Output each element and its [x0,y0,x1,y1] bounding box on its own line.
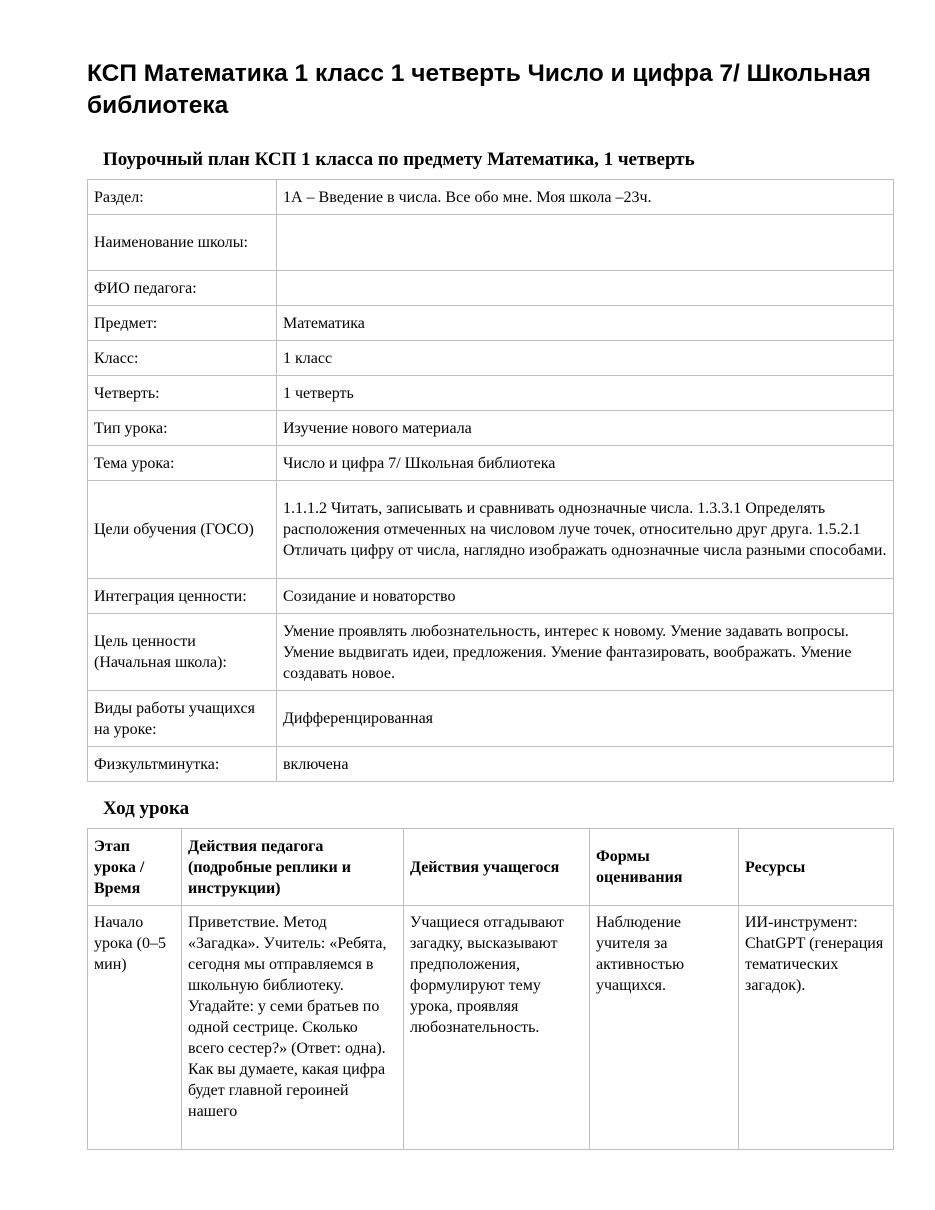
info-value: 1 класс [277,341,894,376]
info-label: Цель ценности (Начальная школа): [88,614,277,691]
table-cell: Начало урока (0–5 мин) [88,906,182,1150]
table-header-row [88,829,894,906]
info-label: Наименование школы: [88,215,277,271]
info-value: Созидание и новаторство [277,579,894,614]
info-label: Физкультминутка: [88,747,277,782]
info-value: 1.1.1.2 Читать, записывать и сравнивать однозначные числа. 1.3.3.1 Определять расположения отмеченных на числовом луче точек, относительно друг друга. 1.5.2.1 Отличать цифру от числа, наглядно изображать однозначные числа разными способами. [277,481,894,579]
document-title: КСП Математика 1 класс 1 четверть Число и цифра 7/ Школьная библиотека [87,60,871,119]
table-row [88,215,894,271]
table-row [88,691,894,747]
table-cell: Приветствие. Метод «Загадка». Учитель: «Ребята, сегодня мы отправляемся в школьную библиотеку. Угадайте: у семи братьев по одной сестрице. Сколько всего сестер?» (Ответ: одна). Как вы думаете, какая цифра будет главной героиней нашего [182,906,404,1150]
info-label: Раздел: [88,180,277,215]
info-value: 1А – Введение в числа. Все обо мне. Моя школа –23ч. [277,180,894,215]
table-row [88,180,894,215]
info-value: Число и цифра 7/ Школьная библиотека [277,446,894,481]
info-value [277,215,894,271]
column-header: Действия учащегося [404,829,590,906]
info-label: Класс: [88,341,277,376]
info-value: Изучение нового материала [277,411,894,446]
info-value: включена [277,747,894,782]
plan-heading: Поурочный план КСП 1 класса по предмету Математика, 1 четверть [103,149,695,170]
info-label: Виды работы учащихся на уроке: [88,691,277,747]
column-header: Формы оценивания [590,829,739,906]
lesson-heading: Ход урока [103,798,190,819]
info-value: Дифференцированная [277,691,894,747]
column-header: Действия педагога (подробные реплики и инструкции) [182,829,404,906]
info-label: ФИО педагога: [88,271,277,306]
table-row [88,906,894,1150]
table-row [88,579,894,614]
table-cell: ИИ-инструмент: ChatGPT (генерация тематических загадок). [739,906,894,1150]
table-cell: Учащиеся отгадывают загадку, высказывают предположения, формулируют тему урока, проявляя любознательность. [404,906,590,1150]
table-row [88,376,894,411]
info-value: Математика [277,306,894,341]
column-header: Ресурсы [739,829,894,906]
table-row [88,481,894,579]
info-value [277,271,894,306]
info-label: Цели обучения (ГОСО) [88,481,277,579]
info-label: Четверть: [88,376,277,411]
lesson-info-table [87,179,894,782]
table-row [88,271,894,306]
table-row [88,411,894,446]
table-row [88,446,894,481]
info-label: Предмет: [88,306,277,341]
table-row [88,306,894,341]
table-row [88,614,894,691]
table-row [88,747,894,782]
info-value: 1 четверть [277,376,894,411]
column-header: Этап урока / Время [88,829,182,906]
info-value: Умение проявлять любознательность, интерес к новому. Умение задавать вопросы. Умение выдвигать идеи, предложения. Умение фантазировать, воображать. Умение создавать новое. [277,614,894,691]
info-label: Интеграция ценности: [88,579,277,614]
lesson-flow-table [87,828,894,1150]
info-label: Тип урока: [88,411,277,446]
info-label: Тема урока: [88,446,277,481]
table-row [88,341,894,376]
table-cell: Наблюдение учителя за активностью учащихся. [590,906,739,1150]
